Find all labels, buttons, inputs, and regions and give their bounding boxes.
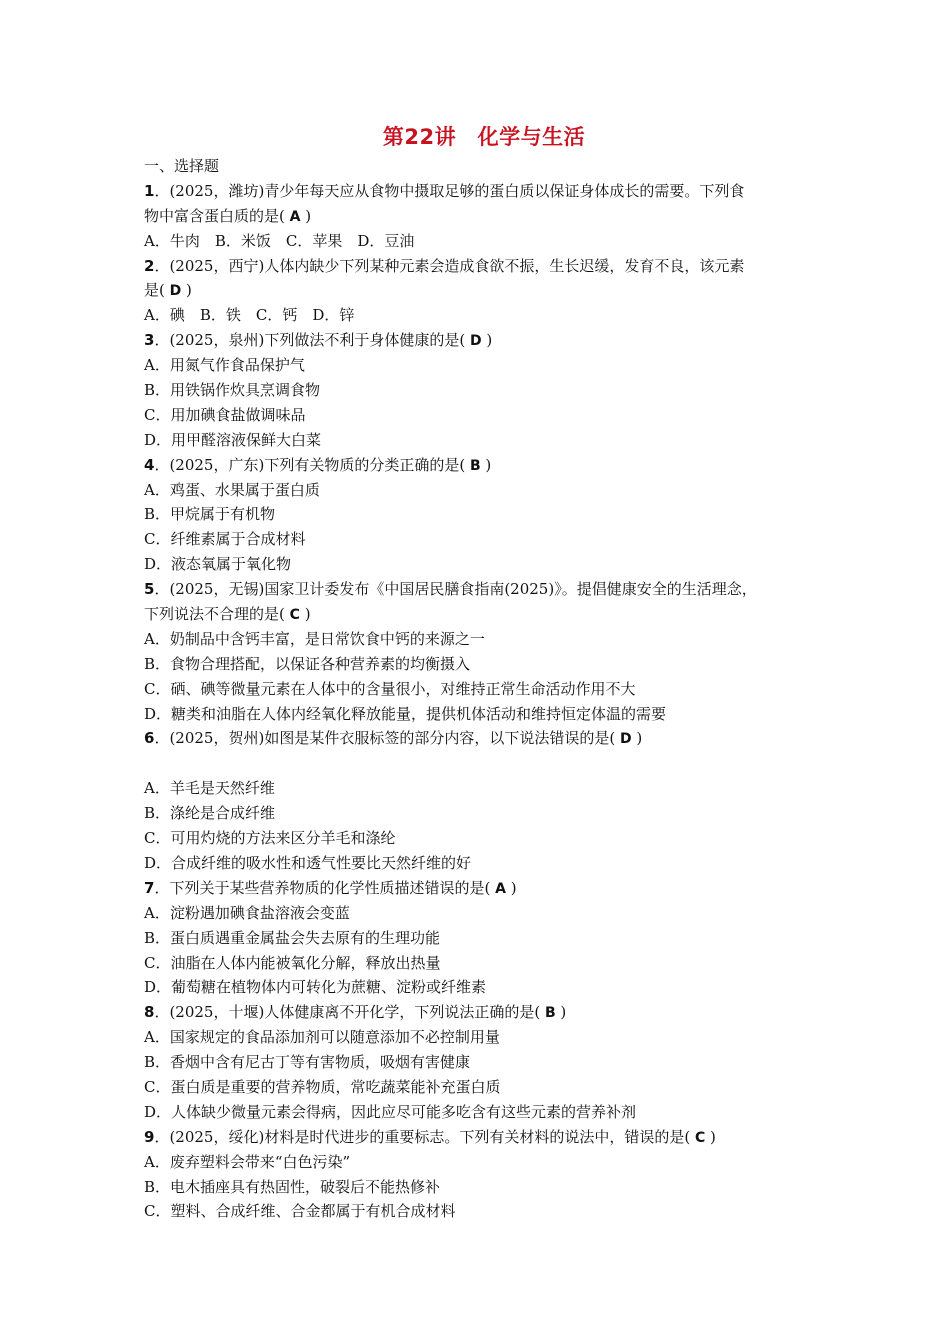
question-9-option-a: A．废弃塑料会带来“白色污染” [144, 1152, 351, 1171]
answer-letter: D [469, 333, 482, 350]
question-number: 7 [144, 878, 155, 897]
question-text: ．(2025，泉州)下列做法不利于身体健康的是( [154, 331, 466, 350]
question-7-option-c: C．油脂在人体内能被氧化分解，释放出热量 [144, 953, 441, 972]
answer-paren-close: ) [485, 455, 492, 474]
question-7-option-b: B．蛋白质遇重金属盐会失去原有的生理功能 [144, 928, 441, 947]
question-6-option-c: C．可用灼烧的方法来区分羊毛和涤纶 [144, 829, 396, 848]
question-5-stem [144, 577, 824, 602]
question-1-options: A．牛肉 B．米饭 C．苹果 D．豆油 [144, 231, 415, 250]
question-8-option-d: D．人体缺少微量元素会得病，因此应尽可能多吃含有这些元素的营养补剂 [144, 1102, 637, 1121]
answer-letter: D [169, 283, 182, 300]
answer-paren-close: ) [486, 331, 493, 350]
question-text: ．(2025，广东)下列有关物质的分类正确的是( [154, 455, 466, 474]
question-number: 2 [144, 256, 155, 275]
question-text: 下列说法不合理的是( [144, 605, 285, 624]
question-8-option-a: A．国家规定的食品添加剂可以随意添加不必控制用量 [144, 1028, 500, 1047]
page-title: 第22讲 化学与生活 [382, 125, 586, 149]
question-3-stem [144, 328, 824, 353]
question-3-option-b: B．用铁锅作炊具烹调食物 [144, 381, 321, 400]
answer-letter: B [469, 457, 481, 474]
question-text: ．(2025，西宁)人体内缺少下列某种元素会造成食欲不振，生长迟缓，发育不良，该元素 [154, 256, 745, 275]
question-text: ．(2025，潍坊)青少年每天应从食物中摄取足够的蛋白质以保证身体成长的需要。下列食 [154, 181, 745, 200]
answer-letter: B [544, 1005, 556, 1022]
answer-letter: D [619, 731, 632, 748]
question-text: ．(2025，绥化)材料是时代进步的重要标志。下列有关材料的说法中，错误的是( [154, 1127, 691, 1146]
question-8-option-b: B．香烟中含有尼古丁等有害物质，吸烟有害健康 [144, 1053, 471, 1072]
question-2-options: A．碘 B．铁 C．钙 D．锌 [144, 306, 355, 325]
question-8-stem [144, 1000, 824, 1025]
answer-paren-close: ) [304, 605, 311, 624]
question-text: 物中富含蛋白质的是( [144, 206, 285, 225]
question-6-stem [144, 726, 824, 751]
answer-letter: A [495, 880, 506, 897]
answer-paren-close: ) [305, 206, 312, 225]
question-3-option-a: A．用氮气作食品保护气 [144, 356, 305, 375]
answer-paren-close: ) [560, 1003, 567, 1022]
question-number: 1 [144, 181, 155, 200]
question-7-stem [144, 876, 824, 901]
question-text: 是( [144, 281, 165, 300]
question-7-option-a: A．淀粉遇加碘食盐溶液会变蓝 [144, 903, 350, 922]
section-heading: 一、选择题 [144, 157, 220, 175]
question-5-option-c: C．硒、碘等微量元素在人体中的含量很小，对维持正常生命活动作用不大 [144, 679, 636, 698]
question-8-option-c: C．蛋白质是重要的营养物质，常吃蔬菜能补充蛋白质 [144, 1077, 501, 1096]
question-4-option-b: B．甲烷属于有机物 [144, 505, 276, 524]
answer-letter: C [694, 1129, 706, 1146]
question-2-stem-cont [144, 278, 824, 303]
question-6-option-d: D．合成纤维的吸水性和透气性要比天然纤维的好 [144, 853, 472, 872]
figure-placeholder [144, 751, 824, 776]
document-page [144, 122, 824, 1224]
question-9-option-c: C．塑料、合成纤维、合金都属于有机合成材料 [144, 1202, 456, 1221]
question-3-option-d: D．用甲醛溶液保鲜大白菜 [144, 430, 322, 449]
answer-paren-close: ) [186, 281, 192, 300]
question-4-stem [144, 453, 824, 478]
question-text: ．(2025，十堰)人体健康离不开化学，下列说法正确的是( [154, 1003, 541, 1022]
question-number: 4 [144, 455, 155, 474]
question-number: 5 [144, 580, 155, 599]
question-text: ．(2025，贺州)如图是某件衣服标签的部分内容，以下说法错误的是( [154, 729, 616, 748]
question-7-option-d: D．葡萄糖在植物体内可转化为蔗糖、淀粉或纤维素 [144, 978, 487, 997]
question-number: 3 [144, 331, 155, 350]
question-6-option-a: A．羊毛是天然纤维 [144, 779, 275, 798]
question-4-option-a: A．鸡蛋、水果属于蛋白质 [144, 480, 320, 499]
answer-paren-close: ) [636, 729, 643, 748]
question-number: 9 [144, 1127, 155, 1146]
question-9-option-b: B．电木插座具有热固性，破裂后不能热修补 [144, 1177, 441, 1196]
answer-letter: A [289, 208, 301, 225]
question-5-option-b: B．食物合理搭配，以保证各种营养素的均衡摄入 [144, 654, 471, 673]
question-9-stem [144, 1125, 824, 1150]
question-1-stem [144, 179, 824, 204]
question-text: ．(2025，无锡)国家卫计委发布《中国居民膳食指南(2025)》。提倡健康安全的生活理念， [154, 580, 757, 599]
question-6-option-b: B．涤纶是合成纤维 [144, 804, 276, 823]
question-3-option-c: C．用加碘食盐做调味品 [144, 405, 306, 424]
question-2-stem [144, 254, 824, 279]
question-4-option-d: D．液态氧属于氧化物 [144, 555, 292, 574]
question-4-option-c: C．纤维素属于合成材料 [144, 530, 306, 549]
answer-letter: C [289, 607, 300, 624]
question-number: 8 [144, 1003, 155, 1022]
question-5-stem-cont [144, 602, 824, 627]
question-text: ．下列关于某些营养物质的化学性质描述错误的是( [154, 878, 491, 897]
question-5-option-d: D．糖类和油脂在人体内经氧化释放能量，提供机体活动和维持恒定体温的需要 [144, 704, 667, 723]
question-number: 6 [144, 729, 155, 748]
question-5-option-a: A．奶制品中含钙丰富，是日常饮食中钙的来源之一 [144, 629, 485, 648]
question-1-stem-cont [144, 204, 824, 229]
answer-paren-close: ) [710, 1127, 716, 1146]
answer-paren-close: ) [510, 878, 517, 897]
